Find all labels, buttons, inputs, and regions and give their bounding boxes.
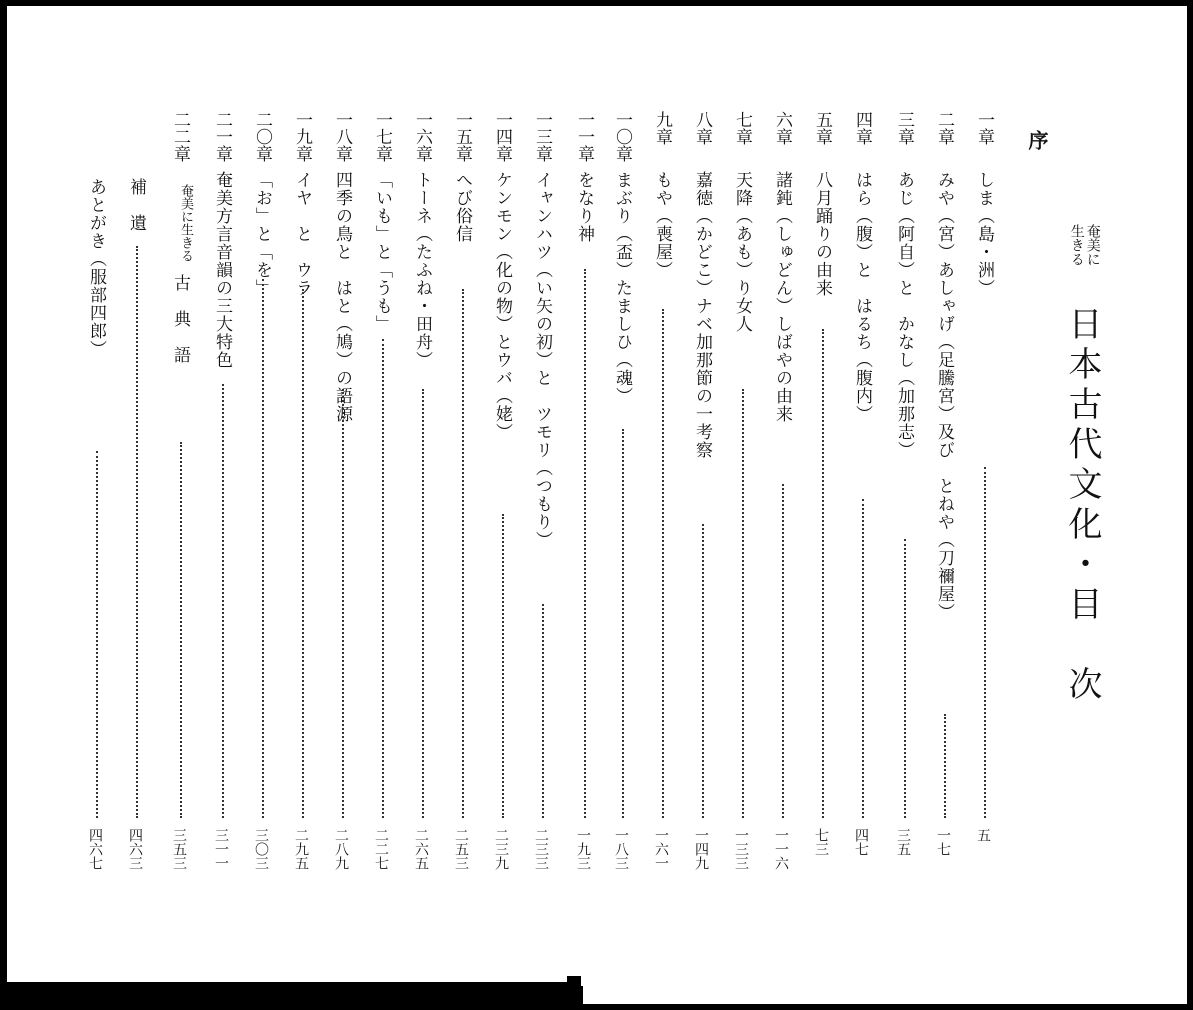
page-number: 一一六 <box>773 828 789 870</box>
chapter-label: 二章 <box>934 111 954 145</box>
chapter-label: 三章 <box>894 111 914 145</box>
chapter-title: ケンモン（化の物）とウバ（姥） <box>492 171 512 441</box>
page-number: 三五三 <box>171 828 187 870</box>
preface-heading: 序 <box>1025 130 1049 150</box>
page-number: 一七 <box>935 828 951 856</box>
chapter-title: あとがき（服部四郎） <box>86 178 106 358</box>
page-number: 四七 <box>853 828 869 856</box>
page-number: 二八九 <box>333 828 349 870</box>
chapter-title: イャンハツ（い矢の初）と ツモリ（つもり） <box>532 171 552 549</box>
chapter-title: 古 典 語 <box>170 274 190 364</box>
page-number: 二三三 <box>533 828 549 870</box>
dot-leader <box>262 279 264 818</box>
chapter-title: へび俗信 <box>452 171 472 243</box>
chapter-label: 一三章 <box>532 111 552 162</box>
dot-leader <box>822 329 824 818</box>
chapter-title: しま（島・洲） <box>974 171 994 297</box>
series-line-1: 奄美に <box>1084 224 1101 266</box>
chapter-label: 七章 <box>732 111 752 145</box>
page-number: 一三三 <box>733 828 749 870</box>
dot-leader <box>180 442 182 818</box>
page-number: 一六一 <box>653 828 669 870</box>
page-number: 一四九 <box>693 828 709 870</box>
chapter-label: 二二章 <box>170 111 190 162</box>
page-edge-line <box>581 986 583 1004</box>
dot-leader <box>702 524 704 818</box>
chapter-label: 二〇章 <box>252 111 272 162</box>
page-number: 二九五 <box>293 828 309 870</box>
document-page <box>7 6 1187 1004</box>
page-number: 三一一 <box>213 828 229 870</box>
page-number: 二三九 <box>493 828 509 870</box>
dot-leader <box>342 389 344 818</box>
chapter-label: 一四章 <box>492 111 512 162</box>
chapter-title: 八月踊りの由来 <box>812 171 832 297</box>
series-line-2: 生きる <box>1068 224 1085 266</box>
page-number: 二五三 <box>453 828 469 870</box>
dot-leader <box>904 539 906 818</box>
chapter-title: 「お」と「を」 <box>252 171 272 297</box>
dot-leader <box>984 467 986 818</box>
chapter-label: 四章 <box>852 111 872 145</box>
chapter-title-prefix: 奄美に生きる <box>178 184 193 262</box>
chapter-label: 一七章 <box>372 111 392 162</box>
chapter-label: 二一章 <box>212 111 232 162</box>
chapter-title: 奄美方言音韻の三大特色 <box>212 171 232 369</box>
page-edge-shadow <box>7 982 567 1004</box>
chapter-title: 「いも」と「うも」 <box>372 171 392 333</box>
chapter-label: 一〇章 <box>612 111 632 162</box>
chapter-title: 補 遺 <box>126 178 146 232</box>
dot-leader <box>302 289 304 818</box>
dot-leader <box>742 389 744 818</box>
dot-leader <box>944 714 946 818</box>
dot-leader <box>222 384 224 818</box>
chapter-label: 一九章 <box>292 111 312 162</box>
dot-leader <box>662 309 664 818</box>
dot-leader <box>542 604 544 818</box>
page-edge-shadow <box>567 976 581 1004</box>
chapter-title: 嘉徳（かどこ）ナベ加那節の一考察 <box>692 171 712 459</box>
dot-leader <box>584 269 586 818</box>
dot-leader <box>782 484 784 818</box>
dot-leader <box>502 514 504 818</box>
chapter-label: 一八章 <box>332 111 352 162</box>
chapter-title: みや（宮）あしゃげ（足騰宮）及び とねや（刀禰屋） <box>934 171 954 621</box>
page-number: 三五 <box>895 828 911 856</box>
page-number: 一九三 <box>575 828 591 870</box>
chapter-title: トーネ（たふね・田舟） <box>412 171 432 369</box>
chapter-label: 一章 <box>974 111 994 145</box>
page-number: 一八三 <box>613 828 629 870</box>
dot-leader <box>862 499 864 818</box>
chapter-title: 天降（あも）り女人 <box>732 171 752 333</box>
page-number: 五 <box>975 828 991 842</box>
chapter-title: 諸鈍（しゅどん）しばやの由来 <box>772 171 792 423</box>
chapter-title: 四季の鳥と はと（鳩）の語源 <box>332 171 352 423</box>
chapter-title: イヤ と ウラ <box>292 171 312 297</box>
chapter-label: 九章 <box>652 111 672 145</box>
page-number: 三〇三 <box>253 828 269 870</box>
chapter-label: 八章 <box>692 111 712 145</box>
dot-leader <box>382 339 384 818</box>
chapter-title: もや（喪屋） <box>652 171 672 279</box>
chapter-title: をなり神 <box>574 171 594 243</box>
chapter-label: 六章 <box>772 111 792 145</box>
page-number: 七三 <box>813 828 829 856</box>
chapter-title: はら（腹）と はるち（腹内） <box>852 171 872 423</box>
chapter-label: 一六章 <box>412 111 432 162</box>
page-number: 二二七 <box>373 828 389 870</box>
chapter-label: 一一章 <box>574 111 594 162</box>
dot-leader <box>136 246 138 818</box>
chapter-label: 五章 <box>812 111 832 145</box>
book-title: 日本古代文化・目 次 <box>1062 306 1102 706</box>
page-number: 四六七 <box>87 828 103 870</box>
dot-leader <box>622 429 624 818</box>
chapter-title: まぶり（盃）たましひ（魂） <box>612 171 632 405</box>
chapter-title: あじ（阿自）と かなし（加那志） <box>894 171 914 459</box>
chapter-label: 一五章 <box>452 111 472 162</box>
dot-leader <box>462 289 464 818</box>
dot-leader <box>96 451 98 818</box>
dot-leader <box>422 389 424 818</box>
page-number: 二六五 <box>413 828 429 870</box>
page-number: 四六三 <box>127 828 143 870</box>
